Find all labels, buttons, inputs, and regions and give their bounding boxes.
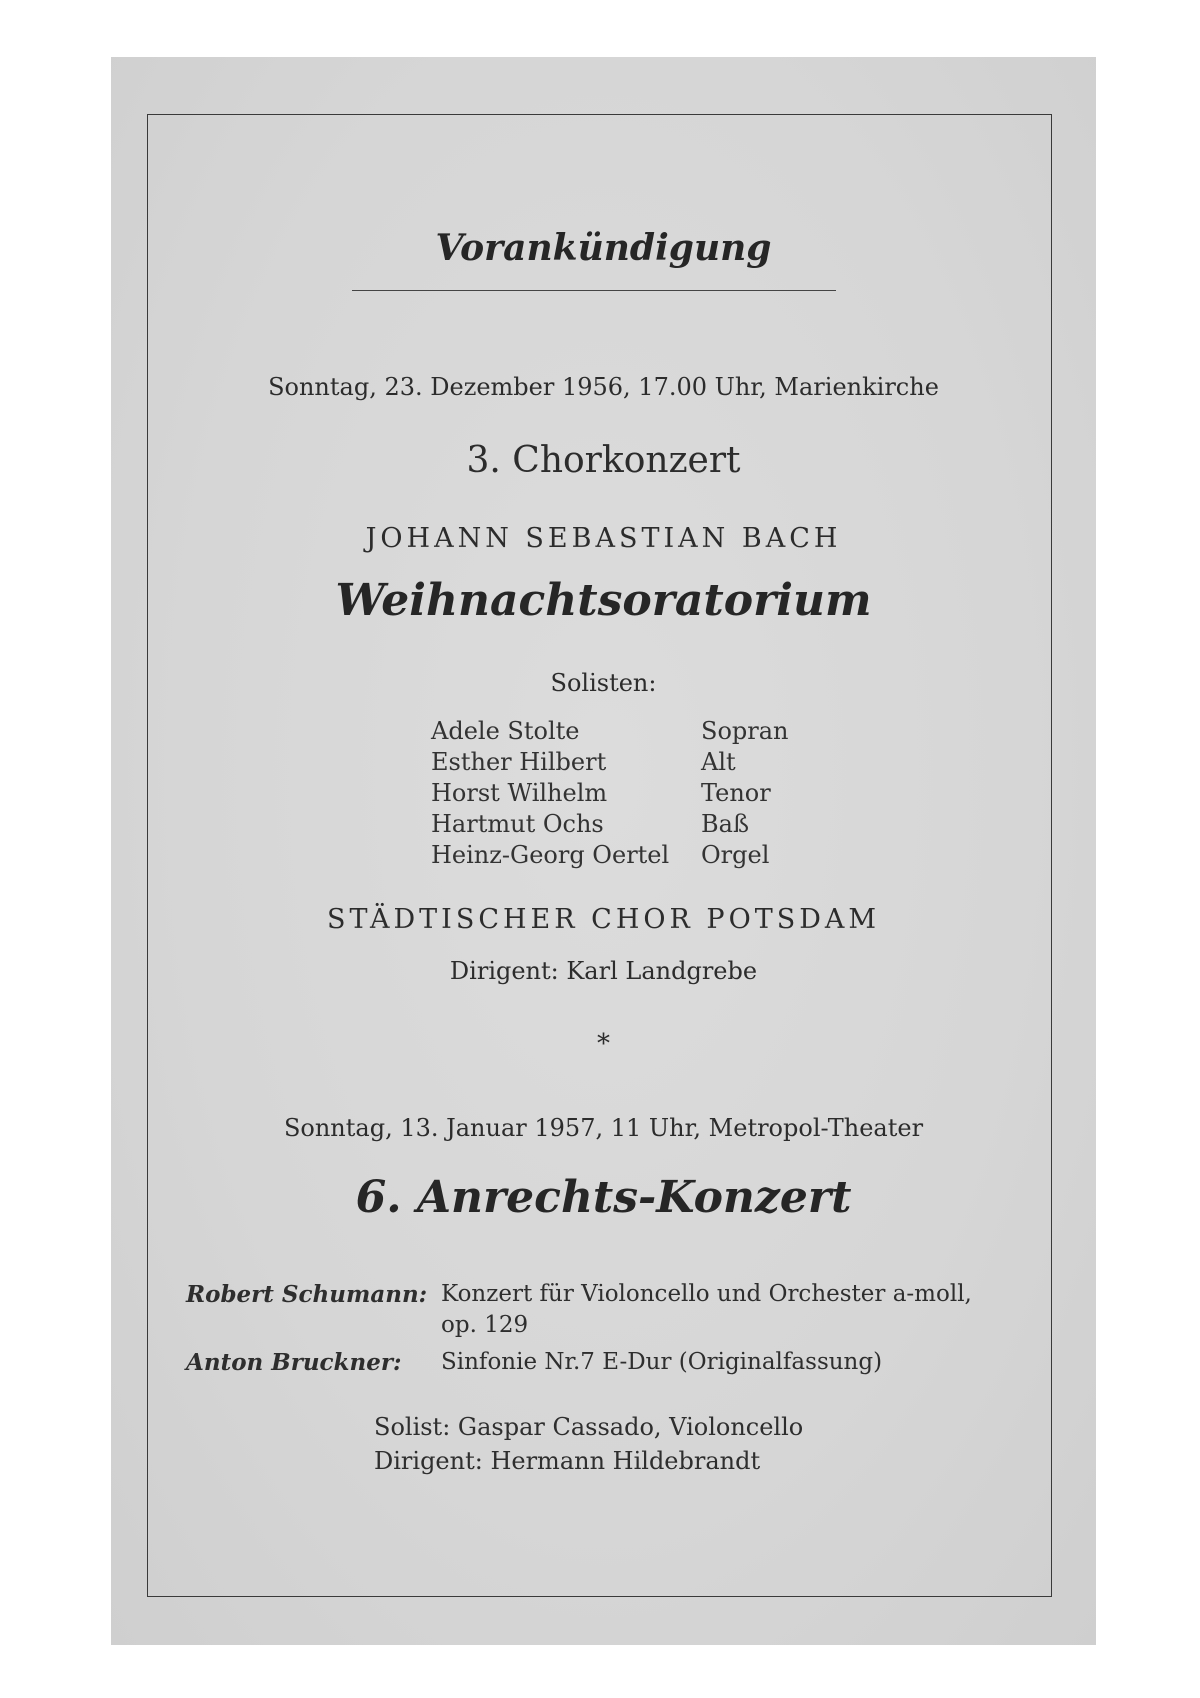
concert2-date: Sonntag, 13. Januar 1957, 11 Uhr, Metropol-Theater xyxy=(283,1114,924,1142)
heading: Vorankündigung xyxy=(435,227,772,269)
soloist-name: Horst Wilhelm xyxy=(431,779,608,807)
soloist-role: Sopran xyxy=(701,717,789,745)
program-composer: Anton Bruckner: xyxy=(186,1349,402,1376)
heading-rule xyxy=(352,290,836,291)
soloist-row xyxy=(431,840,789,871)
program-work: Sinfonie Nr.7 E-Dur (Originalfassung) xyxy=(441,1349,883,1375)
soloist-role: Baß xyxy=(701,810,749,838)
concert1-composer: JOHANN SEBASTIAN BACH xyxy=(365,523,842,554)
soloist-row xyxy=(431,778,789,809)
separator-asterisk: * xyxy=(597,1029,610,1059)
concert2-credits xyxy=(374,1410,803,1478)
soloist-role: Tenor xyxy=(701,779,771,807)
soloist-row xyxy=(431,747,789,778)
soloist-name: Heinz-Georg Oertel xyxy=(431,841,670,869)
concert1-date: Sonntag, 23. Dezember 1956, 17.00 Uhr, Marienkirche xyxy=(268,373,939,401)
concert2-conductor: Dirigent: Hermann Hildebrandt xyxy=(374,1447,761,1475)
program-sheet xyxy=(111,57,1096,1645)
program-work-continued: op. 129 xyxy=(441,1312,529,1338)
soloist-name: Hartmut Ochs xyxy=(431,810,604,838)
choir-name: STÄDTISCHER CHOR POTSDAM xyxy=(326,904,881,935)
soloists-label: Solisten: xyxy=(550,669,657,697)
program-work: Konzert für Violoncello und Orchester a-moll, xyxy=(441,1281,972,1307)
concert1-title: 3. Chorkonzert xyxy=(466,440,741,481)
soloist-row xyxy=(431,809,789,840)
soloist-name: Esther Hilbert xyxy=(431,748,607,776)
soloists-list xyxy=(431,716,789,871)
concert1-conductor: Dirigent: Karl Landgrebe xyxy=(449,957,758,985)
concert2-title: 6. Anrechts-Konzert xyxy=(355,1172,852,1223)
program-composer: Robert Schumann: xyxy=(186,1281,428,1308)
soloist-role: Orgel xyxy=(701,841,770,869)
soloist-row xyxy=(431,716,789,747)
soloist-name: Adele Stolte xyxy=(431,717,580,745)
concert1-work: Weihnachtsoratorium xyxy=(335,575,872,626)
soloist-role: Alt xyxy=(701,748,736,776)
concert2-soloist: Solist: Gaspar Cassado, Violoncello xyxy=(374,1413,804,1441)
